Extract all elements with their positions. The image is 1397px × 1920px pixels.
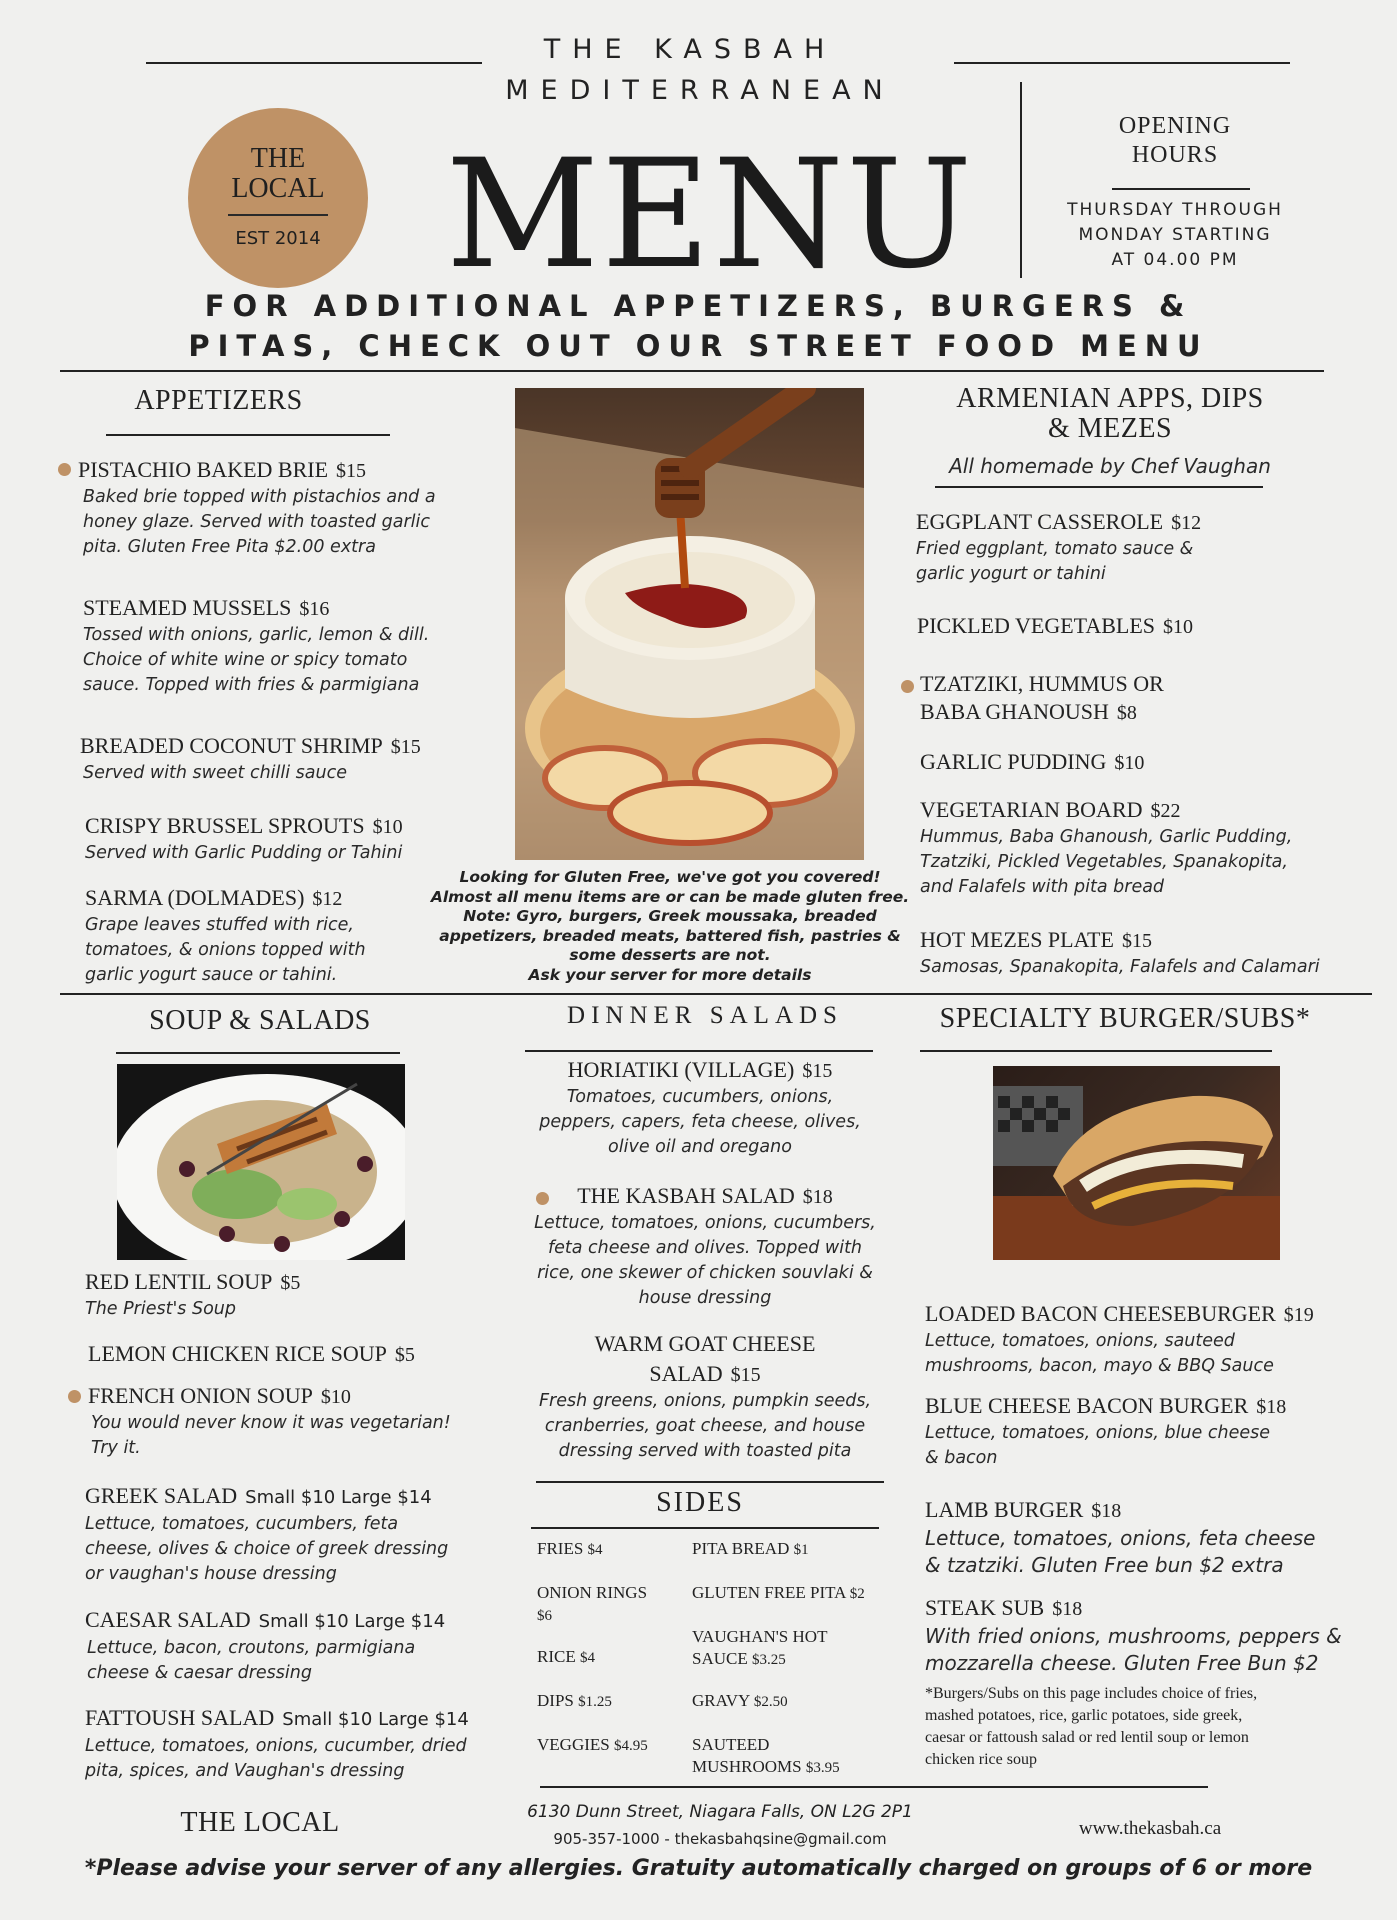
side-fries [537,1538,687,1561]
item-price: Small $10 Large $14 [282,1709,469,1730]
gluten-free-note [410,868,930,985]
item-desc-line: Lettuce, tomatoes, onions, cucumber, dried [85,1736,467,1756]
armenian-title [920,384,1300,444]
item-price: $18 [1052,1598,1083,1620]
item-steamed-mussels [83,594,503,698]
banner-line-2: PITAS, CHECK OUT OUR STREET FOOD MENU [188,329,1209,363]
baked-brie-photo [515,388,864,860]
footer-contact: 905-357-1000 - thekasbahqsine@gmail.com [553,1830,887,1848]
note-line: caesar or fattoush salad or red lentil soup or lemon [925,1729,1249,1746]
item-price: $10 [1114,752,1145,774]
chicken-rice-salad-photo [117,1064,405,1260]
item-price: $18 [1091,1500,1122,1522]
side-name: FRIES [537,1539,584,1558]
item-price: $10 [1163,616,1193,638]
gf-line: Looking for Gluten Free, we've got you covered! [459,868,881,886]
side-veggies [537,1734,687,1757]
sides-top-rule [536,1481,884,1483]
item-name: BLUE CHEESE BACON BURGER [925,1393,1249,1418]
item-lamb-burger [925,1496,1385,1579]
side-onion-rings [537,1582,687,1627]
item-pistachio-baked-brie [78,456,498,560]
sides-title-rule [531,1527,879,1529]
item-vegetarian-board [920,796,1360,900]
burgers-title-rule [920,1050,1272,1052]
item-french-onion-soup [88,1382,508,1461]
item-kasbah-salad [515,1182,895,1311]
item-name: STEAMED MUSSELS [83,595,292,620]
armenian-title-1: ARMENIAN APPS, DIPS [956,383,1264,414]
side-price: $3.95 [805,1760,840,1776]
armenian-title-2: & MEZES [1047,413,1173,444]
item-desc-line: Samosas, Spanakopita, Falafels and Calamari [920,957,1320,977]
item-desc-line: garlic yogurt or tahini [916,564,1106,584]
item-price: $10 [320,1386,351,1408]
item-price: $5 [280,1272,301,1294]
item-name: THE KASBAH SALAD [577,1183,795,1208]
mid-section-rule [60,993,1372,995]
side-sauteed-mushrooms [692,1734,912,1779]
item-price: $18 [802,1186,833,1208]
item-pickled-vegetables [917,612,1357,641]
item-price: Small $10 Large $14 [245,1487,432,1508]
dinner-salads-title-rule [525,1050,873,1052]
badge-est: EST 2014 [235,228,321,249]
banner-rule [60,370,1324,372]
item-desc-line: cheese, olives & choice of greek dressing [85,1539,449,1559]
item-warm-goat-cheese-salad [515,1330,895,1464]
side-price: $4 [587,1542,603,1558]
side-price: $4 [579,1650,595,1666]
item-desc-line: pita. Gluten Free Pita $2.00 extra [83,537,376,557]
item-desc-line: Lettuce, tomatoes, onions, cucumbers, [534,1213,876,1233]
hours-rule [1112,188,1250,190]
item-desc-line: & bacon [925,1448,998,1468]
side-name: DIPS [537,1691,574,1710]
item-desc-line: sauce. Topped with fries & parmigiana [83,675,420,695]
soup-salads-title: SOUP & SALADS [149,1005,371,1036]
item-horiatiki-village [515,1056,885,1160]
footer-the-local: THE LOCAL [180,1807,340,1838]
brand-line-1: THE KASBAH [543,34,837,65]
item-desc-line: Lettuce, tomatoes, cucumbers, feta [85,1514,399,1534]
footer-rule [540,1786,1208,1788]
gf-line: appetizers, breaded meats, battered fish, pastries & [439,926,901,945]
item-name: SALAD [649,1361,723,1386]
item-breaded-coconut-shrimp [80,732,500,786]
item-desc-line: Lettuce, bacon, croutons, parmigiana [87,1638,416,1658]
brand-line-2: MEDITERRANEAN [505,75,895,106]
item-desc-line: or vaughan's house dressing [85,1564,337,1584]
armenian-subtitle-rule [935,486,1263,488]
item-price: $15 [1121,930,1152,952]
item-name: VEGETARIAN BOARD [920,797,1143,822]
side-name: MUSHROOMS [692,1757,802,1776]
dinner-salads-title: DINNER SALADS [567,1002,843,1029]
item-price: $8 [1116,702,1137,724]
item-name: STEAK SUB [925,1595,1045,1620]
side-dips [537,1690,687,1713]
item-desc-line: tomatoes, & onions topped with [85,940,366,960]
badge-line-2: LOCAL [231,173,325,204]
item-name: WARM GOAT CHEESE [594,1331,816,1356]
item-name: CAESAR SALAD [85,1607,251,1632]
item-price: $10 [372,816,403,838]
side-name: GLUTEN FREE PITA [692,1583,846,1602]
item-desc-line: Lettuce, tomatoes, onions, sauteed [925,1331,1235,1351]
item-name: LAMB BURGER [925,1497,1084,1522]
item-desc-line: mozzarella cheese. Gluten Free Bun $2 [925,1651,1319,1675]
item-blue-cheese-bacon-burger [925,1392,1385,1471]
item-desc-line: Tzatziki, Pickled Vegetables, Spanakopita, [920,852,1288,872]
item-desc-line: Served with Garlic Pudding or Tahini [85,843,403,863]
the-local-badge [188,108,368,288]
item-lemon-chicken-rice-soup [88,1340,508,1369]
note-line: *Burgers/Subs on this page includes choice of fries, [925,1685,1258,1702]
hours-title-2: HOURS [1131,142,1219,168]
hours-line-2: MONDAY STARTING [1078,225,1272,245]
item-name: PICKLED VEGETABLES [917,613,1155,638]
steak-sub-photo [993,1066,1280,1260]
item-desc-line: and Falafels with pita bread [920,877,1165,897]
item-desc-line: Grape leaves stuffed with rice, [85,915,354,935]
item-desc-line: Baked brie topped with pistachios and a [83,487,436,507]
item-greek-salad [85,1482,525,1587]
item-desc-line: cranberries, goat cheese, and house [544,1416,866,1436]
item-name: LOADED BACON CHEESEBURGER [925,1301,1276,1326]
side-name: PITA BREAD [692,1539,790,1558]
side-name: GRAVY [692,1691,750,1710]
side-name: RICE [537,1647,576,1666]
item-price: $15 [336,460,367,482]
banner-line-1: FOR ADDITIONAL APPETIZERS, BURGERS & [204,289,1193,323]
item-desc-line: peppers, capers, feta cheese, olives, [539,1112,861,1132]
opening-hours-title [1060,112,1290,170]
item-desc-line: dressing served with toasted pita [558,1441,852,1461]
item-price: $16 [299,598,330,620]
item-name: BABA GHANOUSH [920,699,1109,724]
badge-line-1: THE [250,143,306,174]
armenian-subtitle: All homemade by Chef Vaughan [949,454,1271,478]
badge-divider [228,214,328,216]
bullet-dot [901,680,914,693]
item-desc-line: You would never know it was vegetarian! [91,1413,451,1433]
item-desc-line: mushrooms, bacon, mayo & BBQ Sauce [925,1356,1274,1376]
item-desc-line: Fresh greens, onions, pumpkin seeds, [538,1391,872,1411]
item-name: BREADED COCONUT SHRIMP [80,733,383,758]
footer-website: www.thekasbah.ca [1078,1818,1222,1839]
item-name: GREEK SALAD [85,1483,238,1508]
item-price: $15 [390,736,421,758]
appetizers-title-rule [106,434,390,436]
item-price: $19 [1283,1304,1314,1326]
item-name: GARLIC PUDDING [920,749,1107,774]
footer-address: 6130 Dunn Street, Niagara Falls, ON L2G 2P1 [527,1802,913,1822]
item-price: $12 [312,888,343,910]
header-vertical-rule [1020,82,1022,278]
item-desc-line: & tzatziki. Gluten Free bun $2 extra [925,1553,1284,1577]
item-desc-line: Tomatoes, cucumbers, onions, [566,1087,834,1107]
item-price: $12 [1171,512,1202,534]
item-desc-line: rice, one skewer of chicken souvlaki & [537,1263,873,1283]
item-steak-sub [925,1594,1385,1677]
bullet-dot [58,463,71,476]
item-desc-line: Choice of white wine or spicy tomato [83,650,408,670]
item-desc-line: The Priest's Soup [85,1299,236,1319]
item-desc-line: feta cheese and olives. Topped with [547,1238,863,1258]
side-gluten-free-pita [692,1582,912,1605]
item-caesar-salad [85,1606,525,1686]
item-desc-line: Try it. [91,1438,141,1458]
item-desc-line: Served with sweet chilli sauce [83,763,347,783]
item-name: EGGPLANT CASSEROLE [916,509,1164,534]
item-desc-line: olive oil and oregano [608,1137,792,1157]
item-name: RED LENTIL SOUP [85,1269,273,1294]
item-price: $5 [394,1344,415,1366]
burgers-note [925,1683,1385,1771]
item-desc-line: cheese & caesar dressing [87,1663,312,1683]
item-desc-line: Tossed with onions, garlic, lemon & dill. [83,625,430,645]
item-price: $15 [730,1364,761,1386]
side-pita-bread [692,1538,912,1561]
hours-line-3: AT 04.00 PM [1111,250,1239,270]
item-price: $18 [1256,1396,1287,1418]
side-price: $2.50 [753,1694,788,1710]
side-name: ONION RINGS [537,1583,648,1602]
opening-hours-text [1045,198,1305,273]
side-vaughans-hot-sauce [692,1626,912,1671]
gf-line: Note: Gyro, burgers, Greek moussaka, breaded [463,907,877,925]
gf-line: some desserts are not. [569,946,771,964]
item-tzatziki-hummus [920,670,1360,727]
item-desc-line: Lettuce, tomatoes, onions, blue cheese [925,1423,1270,1443]
item-desc-line: Hummus, Baba Ghanoush, Garlic Pudding, [920,827,1293,847]
note-line: chicken rice soup [925,1751,1037,1768]
item-name: SARMA (DOLMADES) [85,885,305,910]
hours-title-1: OPENING [1118,113,1232,139]
item-garlic-pudding [920,748,1360,777]
item-name: TZATZIKI, HUMMUS OR [920,671,1164,696]
hours-line-1: THURSDAY THROUGH [1067,200,1283,220]
side-name: SAUCE [692,1649,748,1668]
item-name: FATTOUSH SALAD [85,1705,275,1730]
gf-line: Almost all menu items are or can be made gluten free. [430,887,910,906]
item-desc-line: Lettuce, tomatoes, onions, feta cheese [925,1526,1316,1550]
side-price: $1.25 [578,1694,612,1710]
header-rule-right [954,62,1290,64]
street-food-banner [60,286,1337,366]
item-red-lentil-soup [85,1268,505,1322]
side-rice [537,1646,687,1669]
side-price: $3.25 [751,1652,786,1668]
item-eggplant-casserole [916,508,1356,587]
item-desc-line: With fried onions, mushrooms, peppers & [925,1624,1342,1648]
item-price: Small $10 Large $14 [258,1611,446,1632]
header-rule-left [146,62,482,64]
side-name: VEGGIES [537,1735,610,1754]
item-desc-line: honey glaze. Served with toasted garlic [83,512,430,532]
item-price: $15 [802,1060,833,1082]
note-line: mashed potatoes, rice, garlic potatoes, side greek, [925,1707,1243,1724]
item-name: FRENCH ONION SOUP [88,1383,313,1408]
item-loaded-bacon-cheeseburger [925,1300,1385,1379]
side-price: $4.95 [613,1738,648,1754]
item-hot-mezes-plate [920,926,1380,980]
item-name: CRISPY BRUSSEL SPROUTS [85,813,365,838]
item-fattoush-salad [85,1704,530,1784]
sides-title: SIDES [656,1487,744,1518]
bullet-dot [68,1390,81,1403]
side-price: $6 [537,1608,552,1624]
item-name: PISTACHIO BAKED BRIE [78,457,329,482]
item-name: HORIATIKI (VILLAGE) [567,1057,795,1082]
soup-salads-title-rule [116,1052,400,1054]
side-name: SAUTEED [692,1735,770,1754]
item-name: HOT MEZES PLATE [920,927,1114,952]
item-desc-line: house dressing [638,1288,772,1308]
item-price: $22 [1150,800,1181,822]
side-name: VAUGHAN'S HOT [692,1627,828,1646]
burgers-title: SPECIALTY BURGER/SUBS* [939,1003,1311,1034]
gf-line: Ask your server for more details [528,965,812,984]
item-crispy-brussel-sprouts [85,812,505,866]
side-gravy [692,1690,912,1713]
item-desc-line: Fried eggplant, tomato sauce & [916,539,1194,559]
menu-title: MENU [445,128,975,302]
side-price: $1 [793,1542,809,1558]
side-price: $2 [849,1586,865,1602]
item-name: LEMON CHICKEN RICE SOUP [88,1341,387,1366]
allergy-notice: *Please advise your server of any allergies. Gratuity automatically charged on groups of 6 or more [84,1856,1313,1881]
item-desc-line: pita, spices, and Vaughan's dressing [85,1761,405,1781]
appetizers-title: APPETIZERS [134,385,303,416]
item-desc-line: garlic yogurt sauce or tahini. [85,965,338,985]
